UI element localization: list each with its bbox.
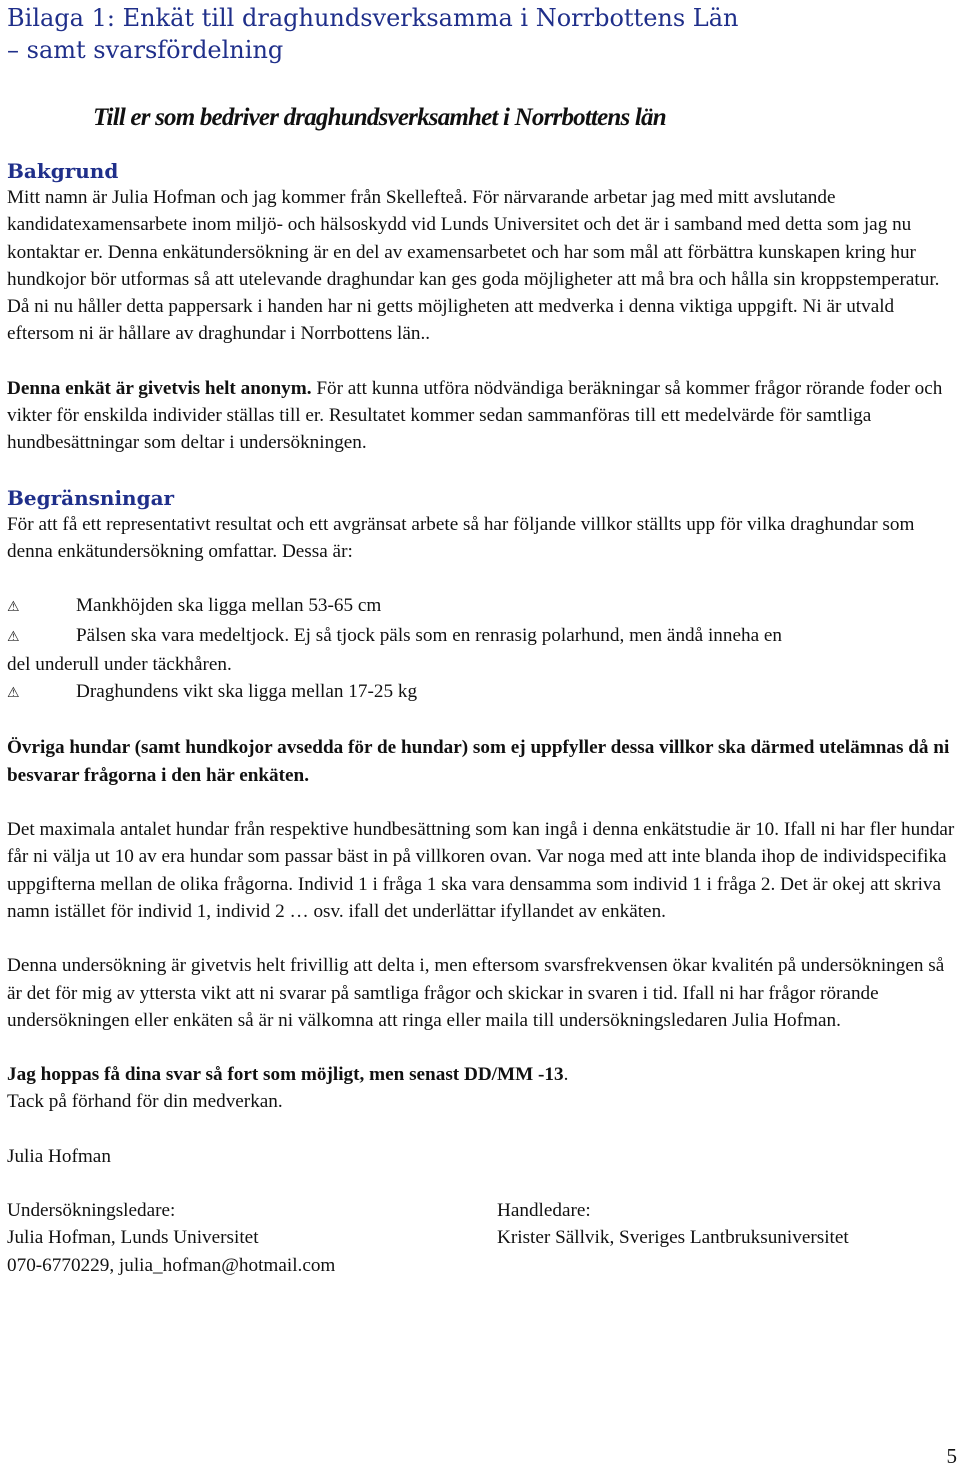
list-item-text: Draghundens vikt ska ligga mellan 17-25 kg bbox=[76, 681, 418, 703]
supervisor-contact bbox=[497, 1197, 849, 1279]
max-dogs-paragraph: Det maximala antalet hundar från respektive hundbesättning som kan ingå i denna enkätstudie är 10. Ifall ni har fler hundar får ni välja ut 10 av era hundar som passar bäst in på villkoren ovan. Var noga med att inte blanda ihop de individspecifika uppgifterna mellan de olika frågorna. Individ 1 i fråga 1 ska vara densamma som individ 1 i fråga 2. Det är okej att skriva namn istället för individ 1, individ 2 … osv. ifall det underlättar ifyllandet av enkäten. bbox=[7, 819, 955, 922]
list-item bbox=[7, 592, 957, 621]
list-item bbox=[7, 622, 957, 651]
limits-intro: För att få ett representativt resultat och ett avgränsat arbete så har följande villkor ställts upp för vilka draghundar som denna enkätundersökning omfattar. Dessa är: bbox=[7, 513, 915, 562]
document-title-line-1: Bilaga 1: Enkät till draghundsverksamma i Norrbottens Län bbox=[7, 4, 739, 32]
deadline-line bbox=[7, 1061, 957, 1088]
page-number: 5 bbox=[946, 1444, 957, 1468]
supervisor-name: Krister Sällvik, Sveriges Lantbruksuniversitet bbox=[497, 1227, 849, 1249]
leader-phone-email: 070-6770229, julia_hofman@hotmail.com bbox=[7, 1254, 336, 1276]
leader-contact bbox=[7, 1197, 497, 1279]
deadline-period: . bbox=[563, 1064, 569, 1086]
limits-heading: Begränsningar bbox=[7, 485, 175, 510]
list-item-text: Mankhöjden ska ligga mellan 53-65 cm bbox=[76, 595, 382, 617]
anonymity-text: För att kunna utföra nödvändiga beräkningar så kommer frågor rörande foder och vikter för enskilda individer ställas till er. Resultatet kommer sedan sammanföras till ett medelvärde för samtliga hundbesättningar som deltar i undersökningen. bbox=[7, 377, 943, 454]
anonymity-bold-statement: Denna enkät är givetvis helt anonym. bbox=[7, 377, 312, 399]
list-item-text: Pälsen ska vara medeltjock. Ej så tjock päls som en renrasig polarhund, men ändå inneha en bbox=[76, 624, 782, 646]
anonymity-paragraph bbox=[7, 375, 957, 457]
leader-name: Julia Hofman, Lunds Universitet bbox=[7, 1227, 259, 1249]
bullet-icon: ⚠ bbox=[7, 685, 20, 702]
bullet-icon: ⚠ bbox=[7, 628, 20, 645]
bullet-icon: ⚠ bbox=[7, 599, 20, 616]
exclusion-warning: Övriga hundar (samt hundkojor avsedda för de hundar) som ej uppfyller dessa villkor ska därmed utelämnas då ni besvarar frågorna i den här enkäten. bbox=[7, 737, 950, 786]
voluntary-paragraph: Denna undersökning är givetvis helt frivillig att delta i, men eftersom svarsfrekvensen ökar kvalitén på undersökningen så är det för mig av yttersta vikt att ni svarar på samtliga frågor och skickar in svaren i tid. Ifall ni har frågor rörande undersökningen eller enkäten så är ni välkomna att ringa eller maila till undersökningsledaren Julia Hofman. bbox=[7, 955, 945, 1031]
signature: Julia Hofman bbox=[7, 1145, 111, 1167]
criteria-list bbox=[7, 592, 957, 707]
document-page bbox=[7, 0, 957, 1279]
background-heading: Bakgrund bbox=[7, 159, 119, 183]
deadline-text: Jag hoppas få dina svar så fort som möjligt, men senast DD/MM -13 bbox=[7, 1064, 564, 1086]
document-subtitle: Till er som bedriver draghundsverksamhet i Norrbottens län bbox=[93, 104, 666, 131]
list-item bbox=[7, 678, 957, 707]
contacts bbox=[7, 1197, 957, 1279]
leader-label: Undersökningsledare: bbox=[7, 1200, 176, 1222]
supervisor-label: Handledare: bbox=[497, 1200, 591, 1222]
background-paragraph: Mitt namn är Julia Hofman och jag kommer från Skellefteå. För närvarande arbetar jag med mitt avslutande kandidatexamensarbete inom miljö- och hälsoskydd vid Lunds Universitet och det är i samband med detta som jag nu kontaktar er. Denna enkätundersökning är en del av examensarbetet och har som mål att förbättra kunskapen kring hur hundkojor bör utformas så att utelevande draghundar kan ges goda möjligheter att må bra och hålla sin kroppstemperatur. Då ni nu håller detta pappersark i handen har ni getts möjligheten att medverka i denna viktiga uppgift. Ni är utvald eftersom ni är hållare av draghundar i Norrbottens län.. bbox=[7, 187, 940, 345]
document-title-line-2: – samt svarsfördelning bbox=[7, 36, 284, 64]
thanks-line: Tack på förhand för din medverkan. bbox=[7, 1091, 283, 1113]
list-item-continuation: del underull under täckhåren. bbox=[7, 653, 232, 675]
